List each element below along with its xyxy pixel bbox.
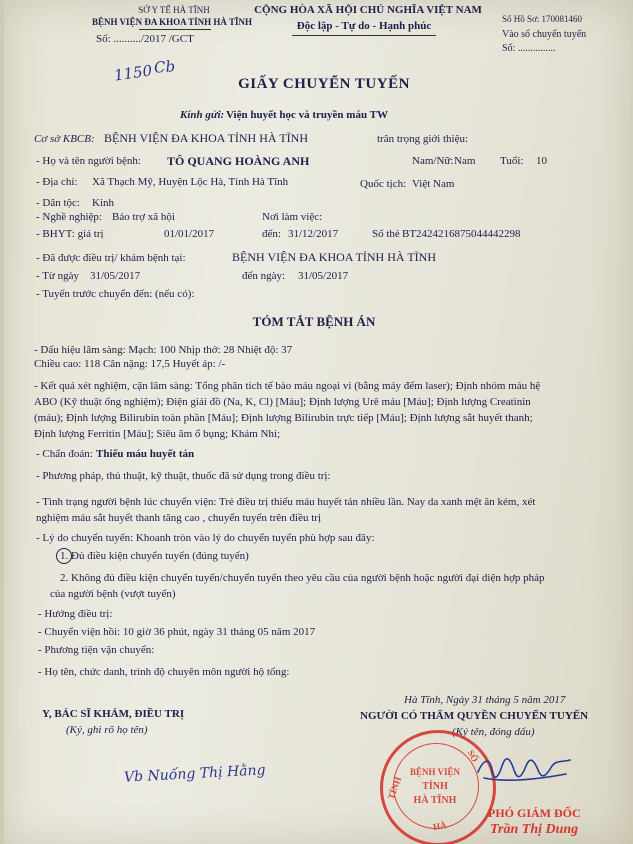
patient-name: TÔ QUANG HOÀNG ANH: [167, 154, 310, 168]
address-label: - Địa chỉ:: [36, 176, 78, 188]
authority-note: (Ký tên, đóng dấu): [452, 726, 535, 738]
job-value: Bảo trợ xã hội: [112, 211, 175, 223]
recipient-value: Viện huyết học và truyền máu TW: [226, 109, 388, 121]
deputy-title: PHÓ GIÁM ĐỐC: [488, 806, 581, 820]
card-number-label: Số thẻ: [372, 228, 400, 240]
record-number: Số Hồ Sơ: 170081460: [502, 14, 583, 24]
nationality-value: Việt Nam: [412, 178, 455, 190]
stamp-text-2: TỈNH: [422, 781, 448, 792]
doctor-note: (Ký, ghi rõ họ tên): [66, 724, 148, 736]
stamp-ring-bottom: HÀ: [432, 819, 448, 833]
treated-at: BỆNH VIỆN ĐA KHOA TỈNH HÀ TĨNH: [232, 250, 436, 264]
ministry-name: SỞ Y TẾ HÀ TĨNH: [138, 5, 210, 15]
age-value: 10: [536, 155, 547, 167]
from-date-label: - Từ ngày: [36, 270, 80, 282]
stamp-ring-top: SỐ: [465, 748, 481, 764]
to-date: 31/05/2017: [298, 270, 349, 282]
republic-title: CỘNG HÒA XÃ HỘI CHỦ NGHĨA VIỆT NAM: [254, 4, 482, 16]
patient-status-line-2: nghiệm máu sắt huyết thanh tăng cao , chuyển tuyến trên điều trị: [36, 512, 322, 524]
to-date-label: đến ngày:: [242, 270, 286, 282]
patient-status-line-1: - Tình trạng người bệnh lúc chuyển viện: Trẻ điều trị thiếu máu huyết tán nhiều lần. Nay da xanh mệt ăn kém, xét: [36, 496, 536, 508]
card-number: BT2424216875044442298: [402, 228, 521, 240]
insurance-to-label: đến:: [262, 228, 281, 240]
treated-label: - Đã được điều trị/ khám bệnh tại:: [36, 252, 186, 264]
treatment-direction: - Hướng điều trị:: [38, 608, 113, 620]
workplace-label: Nơi làm việc:: [262, 211, 323, 223]
address-value: Xã Thạch Mỹ, Huyện Lộc Hà, Tỉnh Hà Tĩnh: [92, 176, 289, 188]
handwritten-mark: Cb: [153, 57, 176, 77]
facility-value: BỆNH VIỆN ĐA KHOA TỈNH HÀ TĨNH: [104, 131, 308, 145]
reason-2-line-1: 2. Không đủ điều kiện chuyển tuyến/chuyển tuyến theo yêu cầu của người bệnh hoặc người đại diện hợp pháp: [60, 572, 545, 584]
insurance-to: 31/12/2017: [288, 228, 339, 240]
authority-title: NGƯỜI CÓ THẨM QUYỀN CHUYỂN TUYẾN: [360, 710, 589, 722]
transfer-book-number: Số: ...............: [502, 43, 556, 54]
nationality-label: Quốc tịch:: [360, 178, 407, 190]
stamp-ring-left: TỈNH: [385, 775, 404, 801]
hospital-name: BỆNH VIỆN ĐA KHOA TỈNH HÀ TĨNH: [91, 17, 253, 27]
transfer-time: - Chuyển viện hồi: 10 giờ 36 phút, ngày 31 tháng 05 năm 2017: [38, 626, 316, 638]
document-title: GIẤY CHUYỂN TUYẾN: [238, 76, 410, 92]
document-number: Số: ........../2017 /GCT: [96, 33, 194, 45]
test-results-line-3: (máu); Định lượng Bilirubin toàn phần [Máu]; Định lượng Bilirubin trực tiếp [Máu]; Định lượng sắt huyết thanh;: [34, 412, 533, 424]
diagnosis-value: Thiếu máu huyết tán: [96, 448, 195, 460]
test-results-line-2: ABO (Kỹ thuật ống nghiệm); Điện giải đồ (Na, K, Cl) [Máu]; Định lượng Urê máu [Máu]; Định lượng Creatinin: [34, 396, 531, 408]
reason-1: 1. Đủ điều kiện chuyển tuyến (đúng tuyến): [60, 550, 249, 562]
previous-facility-label: - Tuyến trước chuyển đến: (nếu có):: [36, 288, 195, 300]
stamp-text-1: BỆNH VIỆN: [409, 767, 461, 777]
age-label: Tuổi:: [500, 155, 524, 167]
gender-label: Nam/Nữ:: [412, 155, 454, 167]
transfer-book-label: Vào sổ chuyển tuyến: [502, 29, 587, 40]
clinical-signs: - Dấu hiệu lâm sàng: Mạch: 100 Nhịp thở: 28 Nhiệt độ: 37: [34, 344, 293, 356]
escort-info: - Họ tên, chức danh, trình độ chuyên môn người hộ tống:: [38, 666, 290, 678]
treatment-methods: - Phương pháp, thủ thuật, kỹ thuật, thuốc đã sử dụng trong điều trị:: [36, 470, 331, 482]
handwritten-number: 1150: [112, 61, 154, 85]
reason-2-line-2: của người bệnh (vượt tuyến): [50, 588, 176, 600]
vital-stats: Chiều cao: 118 Cân nặng: 17,5 Huyết áp: /-: [34, 358, 226, 370]
transport-vehicle: - Phương tiện vận chuyển:: [38, 644, 155, 656]
facility-suffix: trân trọng giới thiệu:: [377, 133, 469, 145]
recipient-label: Kính gửi:: [180, 109, 225, 121]
transfer-document: [4, 0, 633, 844]
authority-signature: [474, 748, 574, 788]
summary-title: TÓM TẮT BỆNH ÁN: [252, 314, 376, 329]
insurance-from: 01/01/2017: [164, 228, 215, 240]
motto: Độc lập - Tự do - Hạnh phúc: [296, 20, 432, 32]
test-results-line-4: Định lượng Ferritin [Máu]; Siêu âm ổ bụng; Khám Nhi;: [34, 428, 281, 440]
ethnicity-value: Kinh: [92, 197, 114, 209]
ethnicity-label: - Dân tộc:: [36, 197, 80, 209]
gender-value: Nam: [454, 155, 476, 167]
place-date: Hà Tĩnh, Ngày 31 tháng 5 năm 2017: [404, 694, 566, 706]
from-date: 31/05/2017: [90, 270, 141, 282]
doctor-signature: Vb Nuống Thị Hằng: [123, 762, 266, 786]
test-results-line-1: - Kết quả xét nghiệm, cận lâm sàng: Tổng phân tích tế bào máu ngoại vi (bằng máy đếm laser); Định nhóm máu hệ: [34, 380, 541, 392]
patient-name-label: - Họ và tên người bệnh:: [36, 155, 141, 167]
motto-underline: [292, 35, 436, 36]
transfer-reason: - Lý do chuyển tuyến: Khoanh tròn vào lý do chuyển tuyến phù hợp sau đây:: [36, 532, 375, 544]
insurance-label: - BHYT: giá trị: [36, 228, 104, 240]
doctor-title: Y, BÁC SĨ KHÁM, ĐIỀU TRỊ: [42, 708, 185, 720]
deputy-name: Trần Thị Dung: [490, 822, 579, 837]
facility-label: Cơ sở KBCB:: [34, 133, 95, 145]
stamp-text-3: HÀ TĨNH: [413, 795, 457, 806]
job-label: - Nghề nghiệp:: [36, 211, 102, 223]
diagnosis-label: - Chẩn đoán:: [36, 448, 93, 460]
header-left-rule: [139, 29, 211, 30]
